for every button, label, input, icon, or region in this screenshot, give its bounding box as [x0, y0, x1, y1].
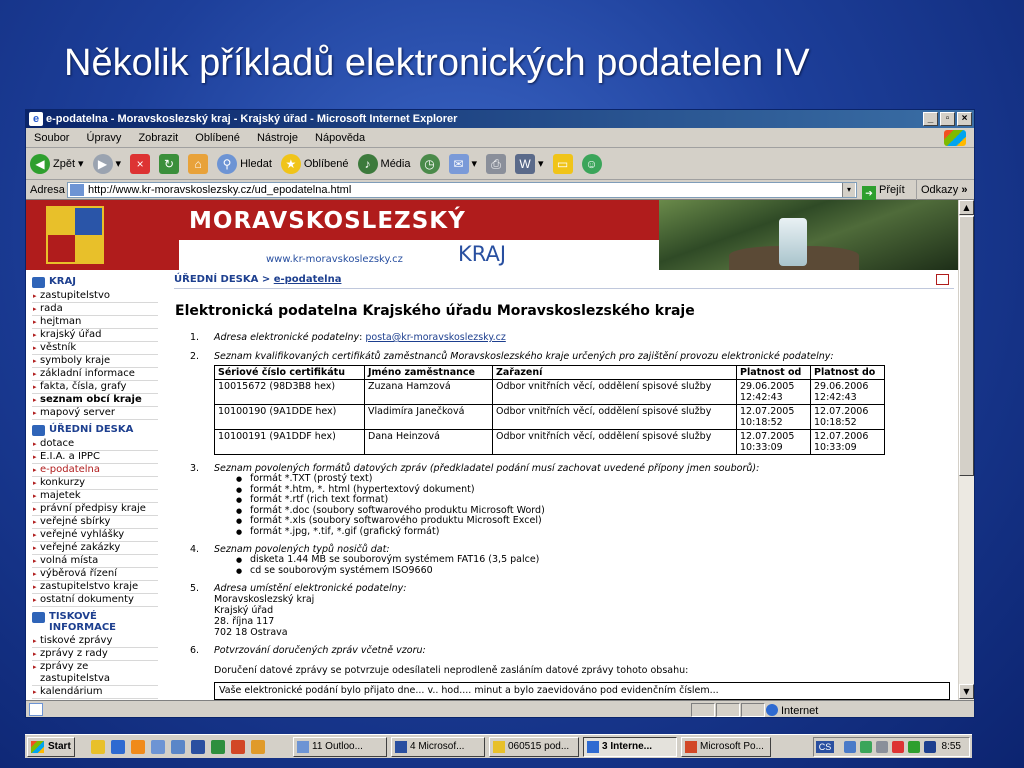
edit-dropdown-icon: ▾ — [538, 158, 544, 170]
quicklaunch-ie-icon[interactable] — [111, 740, 125, 754]
go-button[interactable] — [862, 180, 905, 200]
print-button[interactable] — [486, 154, 506, 174]
region-web[interactable]: www.kr-moravskoslezsky.cz — [266, 254, 403, 265]
menu-bar — [26, 128, 974, 148]
links-button[interactable] — [916, 180, 967, 200]
col-valid-to: Platnost do — [811, 366, 885, 380]
windows-logo-icon — [944, 130, 966, 146]
nav-item-vyberova-rizeni[interactable]: ▸ výběrová řízení — [32, 568, 158, 581]
toolbar — [26, 148, 974, 180]
favorites-button[interactable] — [281, 154, 349, 174]
address-url: http://www.kr-moravskoslezsky.cz/ud_epodatelna.html — [88, 184, 352, 196]
nav-item-ostatni-dokumenty[interactable]: ▸ ostatní dokumenty — [32, 594, 158, 607]
address-line: 28. října 117 — [214, 616, 275, 627]
table-row: 10015672 (98D3B8 hex) Zuzana Hamzová Odbor vnitřních věcí, oddělení spisové služby 29.06.2005 12:42:43 29.06.2006 12:42:43 — [215, 380, 885, 405]
region-kraj: KRAJ — [458, 242, 507, 266]
nav-item-seznam-obci[interactable]: ▸ seznam obcí kraje — [32, 394, 158, 407]
coat-of-arms-icon — [46, 206, 104, 264]
search-label: Hledat — [240, 157, 272, 170]
list-item: ● formát *.htm, *. html (hypertextový dokument) — [234, 485, 956, 496]
go-arrow-icon: ➔ — [862, 186, 876, 200]
nav-item-zakladni-informace[interactable]: ▸ základní informace — [32, 368, 158, 381]
nav-item-kalendarium[interactable]: ▸ kalendárium — [32, 686, 158, 699]
page-title: Elektronická podatelna Krajského úřadu Moravskoslezského kraje — [175, 303, 695, 319]
nav-item-zpravy-z-rady[interactable]: ▸ zprávy z rady — [32, 648, 158, 661]
powerpoint-task-icon — [685, 741, 697, 753]
list-item: ● disketa 1.44 MB se souborovým systémem FAT16 (3,5 palce) — [234, 555, 956, 566]
mail-icon: ✉ — [449, 154, 469, 174]
nav-item-tiskove-zpravy[interactable]: ▸ tiskové zprávy — [32, 635, 158, 648]
crest-eagle-quarter — [48, 208, 75, 235]
status-panel — [691, 703, 715, 717]
page-content — [26, 200, 958, 700]
list-item: ● formát *.TXT (prostý text) — [234, 474, 956, 485]
col-name: Jméno zaměstnance — [365, 366, 493, 380]
back-label: Zpět — [53, 157, 76, 170]
stop-button[interactable] — [130, 154, 150, 174]
task-powerpoint[interactable]: Microsoft Po... — [681, 737, 771, 757]
page-icon — [70, 184, 84, 196]
clock: 8:55 — [941, 741, 961, 752]
section-5: 5. Adresa umístění elektronické podatelny: Moravskoslezský kraj Krajský úřad 28. října 117 702 18 Ostrava — [186, 583, 956, 638]
task-folder[interactable]: 060515 pod... — [489, 737, 579, 757]
scroll-up-icon[interactable]: ▲ — [959, 200, 974, 215]
messenger-icon: ☺ — [582, 154, 602, 174]
browser-window — [25, 109, 975, 718]
edit-button[interactable] — [515, 154, 544, 174]
scroll-down-icon[interactable]: ▼ — [959, 684, 974, 699]
left-navigation — [32, 274, 158, 699]
print-icon: ⎙ — [486, 154, 506, 174]
back-button[interactable] — [30, 154, 84, 174]
task-internet-explorer[interactable]: 3 Interne... — [583, 737, 677, 757]
list-item: ● cd se souborovým systémem ISO9660 — [234, 566, 956, 577]
menu-oblibene[interactable]: Oblíbené — [195, 132, 240, 144]
history-button[interactable] — [420, 154, 440, 174]
certificate-table — [214, 365, 885, 455]
window-titlebar[interactable] — [26, 110, 974, 128]
discuss-button[interactable] — [553, 154, 573, 174]
maximize-button[interactable]: ▫ — [940, 112, 955, 126]
nav-item-krajsky-urad[interactable]: ▸ krajský úřad — [32, 329, 158, 342]
globe-icon — [766, 704, 778, 716]
col-serial: Sériové číslo certifikátu — [215, 366, 365, 380]
back-dropdown-icon: ▾ — [78, 158, 84, 170]
outlook-icon — [297, 741, 309, 753]
kraj-section-icon — [32, 277, 45, 288]
forward-dropdown-icon: ▾ — [115, 158, 122, 170]
section-3: 3. Seznam povolených formátů datových zpráv (předkladatel podání musí zachovat uvedené přípony jmen souborů): ● formát *.TXT (prostý text) ● formát *.htm, *. html (hypertextový dokument) ● formát *.rtf (rich text format) ● formát *.doc (soubory softwarového produktu Microsoft Word) ● formát *.xls (soubory softwarového produktu Microsoft Excel) ● formát *.jpg, *.tif, *.gif (grafický formát) — [186, 463, 956, 537]
favorites-label: Oblíbené — [303, 157, 349, 170]
nav-item-symboly[interactable]: ▸ symboly kraje — [32, 355, 158, 368]
crest-red-quarter — [48, 235, 75, 262]
quicklaunch-media-icon[interactable] — [131, 740, 145, 754]
format-list — [234, 474, 956, 537]
col-dept: Zařazení — [493, 366, 737, 380]
nav-heading-tiskove-informace[interactable]: TISKOVÉ INFORMACE — [32, 611, 158, 633]
quicklaunch-folder-icon[interactable] — [91, 740, 105, 754]
tray-volume-icon[interactable] — [876, 741, 888, 753]
section-1: 1. Adresa elektronické podatelny: posta@kr-moravskoslezsky.cz — [190, 332, 506, 343]
close-button[interactable]: × — [957, 112, 972, 126]
nav-item-zastupitelstvo[interactable]: ▸ zastupitelstvo — [32, 290, 158, 303]
system-tray — [813, 737, 970, 757]
nav-item-rada[interactable]: ▸ rada — [32, 303, 158, 316]
media-icon: ♪ — [358, 154, 378, 174]
forward-arrow-icon: ▶ — [93, 154, 113, 174]
confirmation-text: Doručení datové zprávy se potvrzuje odesílateli neprodleně zasláním datové zprávy tohoto obsahu: — [214, 665, 689, 676]
star-icon: ★ — [281, 154, 301, 174]
nav-item-pravni-predpisy[interactable]: ▸ právní předpisy kraje — [32, 503, 158, 516]
nav-item-verejne-sbirky[interactable]: ▸ veřejné sbírky — [32, 516, 158, 529]
nav-item-majetek[interactable]: ▸ majetek — [32, 490, 158, 503]
list-item: ● formát *.doc (soubory softwarového produktu Microsoft Word) — [234, 506, 956, 517]
section-4: 4. Seznam povolených typů nosičů dat: ● disketa 1.44 MB se souborovým systémem FAT16 (3,5 palce) ● cd se souborovým systémem ISO9660 — [186, 544, 956, 576]
menu-nastroje[interactable]: Nástroje — [256, 132, 298, 144]
forward-button[interactable] — [93, 154, 122, 174]
crest-gold-quarter — [75, 235, 102, 262]
status-panel — [741, 703, 765, 717]
crest-blue-quarter — [75, 208, 102, 235]
breadcrumb — [174, 274, 954, 289]
nav-item-e-podatelna[interactable]: ▸ e-podatelna — [32, 464, 158, 477]
breadcrumb-root[interactable]: ÚŘEDNÍ DESKA — [174, 274, 259, 285]
history-icon: ◷ — [420, 154, 440, 174]
section-2: 2. Seznam kvalifikovaných certifikátů zaměstnanců Moravskoslezského kraje určených pro zajištění provozu elektronické podatelny: Sériové číslo certifikátu Jméno zaměstnance Zařazení Platnost od Platnost do 10015672 (98D3B8 hex) Zuzana Hamzová Odbor vnitřních věcí, oddělení spisové služby 29.06.2005 12:42:43 29.06.2006 12:42:43 10100190 (9A1DDE hex) Vladimíra Janečková Odbor vnitřních věcí, oddělení spisové služby 12.07.2005 10:18:52 12.07.2006 10:18:52 10100191 (9A1DDF hex) Dana Heinzová Odbor vnitřních věcí, oddělení spisové služby 12.07.2005 10:33:09 12.07.2006 10:33:09 — [186, 351, 956, 455]
mail-dropdown-icon: ▾ — [471, 158, 478, 170]
site-banner — [26, 200, 958, 270]
messenger-button[interactable] — [582, 154, 602, 174]
quicklaunch-access-icon[interactable] — [251, 740, 265, 754]
nav-item-hejtman[interactable]: ▸ hejtman — [32, 316, 158, 329]
page-status-icon — [29, 703, 43, 716]
banner-white-strip — [179, 240, 659, 270]
nav-item-vestnik[interactable]: ▸ věstník — [32, 342, 158, 355]
word-task-icon — [395, 741, 407, 753]
region-name: MORAVSKOSLEZSKÝ — [189, 208, 466, 234]
tray-antivirus-icon[interactable] — [892, 741, 904, 753]
nav-item-verejne-zakazky[interactable]: ▸ veřejné zakázky — [32, 542, 158, 555]
quicklaunch-desktop-icon[interactable] — [151, 740, 165, 754]
language-indicator[interactable]: CS — [816, 741, 834, 753]
task-outlook[interactable]: 11 Outloo... — [293, 737, 387, 757]
list-item: ● formát *.rtf (rich text format) — [234, 495, 956, 506]
waterfall-photo — [659, 200, 958, 270]
table-row: 10100191 (9A1DDF hex) Dana Heinzová Odbor vnitřních věcí, oddělení spisové služby 12.07.2005 10:33:09 12.07.2006 10:33:09 — [215, 430, 885, 455]
back-arrow-icon: ◀ — [30, 154, 50, 174]
word-icon: W — [515, 154, 535, 174]
nav-item-konkurzy[interactable]: ▸ konkurzy — [32, 477, 158, 490]
home-button[interactable] — [188, 154, 208, 174]
deska-section-icon — [32, 425, 45, 436]
breadcrumb-current[interactable]: e-podatelna — [273, 274, 342, 285]
quicklaunch-word-icon[interactable] — [191, 740, 205, 754]
col-valid-from: Platnost od — [737, 366, 811, 380]
task-word[interactable]: 4 Microsof... — [391, 737, 485, 757]
ie-task-icon — [587, 741, 599, 753]
window-title: e-podatelna - Moravskoslezský kraj - Krajský úřad - Microsoft Internet Explorer — [46, 113, 458, 125]
vertical-scrollbar[interactable] — [958, 200, 974, 700]
nav-item-dotace[interactable]: ▸ dotace — [32, 438, 158, 451]
links-label: Odkazy — [921, 184, 959, 196]
breadcrumb-separator: > — [261, 274, 271, 285]
nav-item-verejne-vyhlasky[interactable]: ▸ veřejné vyhlášky — [32, 529, 158, 542]
quicklaunch-powerpoint-icon[interactable] — [231, 740, 245, 754]
home-icon: ⌂ — [188, 154, 208, 174]
address-line: Moravskoslezský kraj — [214, 594, 315, 605]
refresh-icon: ↻ — [159, 154, 179, 174]
mail-button[interactable] — [449, 154, 478, 174]
nav-heading-kraj[interactable]: KRAJ — [32, 276, 158, 288]
address-line: Krajský úřad — [214, 605, 274, 616]
status-bar — [26, 700, 974, 718]
menu-napoveda[interactable]: Nápověda — [315, 132, 366, 144]
windows-flag-icon — [31, 741, 44, 753]
photo-waterfall — [779, 218, 807, 266]
nav-item-volna-mista[interactable]: ▸ volná místa — [32, 555, 158, 568]
security-zone: Internet — [766, 702, 818, 718]
tray-display-icon[interactable] — [924, 741, 936, 753]
print-page-icon[interactable] — [936, 274, 949, 285]
nav-item-zpravy-ze-zastupitelstva[interactable]: ▸ zprávy ze zastupitelstva — [32, 661, 158, 686]
nav-item-mapovy-server[interactable]: ▸ mapový server — [32, 407, 158, 420]
nav-item-fakta[interactable]: ▸ fakta, čísla, grafy — [32, 381, 158, 394]
taskbar — [25, 734, 972, 758]
address-line: 702 18 Ostrava — [214, 627, 288, 638]
confirmation-sample-box: Vaše elektronické podání bylo přijato dne... v.. hod.... minut a bylo zaevidováno pod evidenčním číslem... — [214, 682, 950, 700]
minimize-button[interactable]: _ — [923, 112, 938, 126]
tray-update-icon[interactable] — [908, 741, 920, 753]
media-list — [234, 555, 956, 576]
status-panel — [716, 703, 740, 717]
search-icon: ⚲ — [217, 154, 237, 174]
search-button[interactable] — [217, 154, 272, 174]
start-button[interactable]: Start — [27, 737, 75, 757]
address-input[interactable] — [67, 182, 857, 198]
stop-icon: × — [130, 154, 150, 174]
nav-item-eia[interactable]: ▸ E.I.A. a IPPC — [32, 451, 158, 464]
address-bar — [26, 180, 974, 200]
list-item: ● formát *.jpg, *.tif, *.gif (grafický formát) — [234, 527, 956, 538]
media-label: Média — [380, 157, 411, 170]
menu-zobrazit[interactable]: Zobrazit — [138, 132, 179, 144]
menu-soubor[interactable]: Soubor — [34, 132, 70, 144]
nav-item-zastupitelstvo-kraje[interactable]: ▸ zastupitelstvo kraje — [32, 581, 158, 594]
scroll-thumb[interactable] — [959, 216, 974, 476]
folder-task-icon — [493, 741, 505, 753]
go-label: Přejít — [879, 184, 905, 196]
address-dropdown-icon[interactable]: ▾ — [842, 183, 855, 197]
main-content — [186, 332, 956, 700]
menu-upravy[interactable]: Úpravy — [86, 132, 122, 144]
quicklaunch-excel-icon[interactable] — [211, 740, 225, 754]
quicklaunch-outlook-icon[interactable] — [171, 740, 185, 754]
nav-heading-uredni-deska[interactable]: ÚŘEDNÍ DESKA — [32, 424, 158, 436]
address-label: Adresa — [30, 184, 65, 196]
links-more-icon: » — [961, 184, 968, 196]
tray-messenger-icon[interactable] — [860, 741, 872, 753]
ie-icon: e — [29, 112, 43, 126]
media-button[interactable] — [358, 154, 411, 174]
tray-network-icon[interactable] — [844, 741, 856, 753]
section-6: 6. Potvrzování doručených zpráv včetně vzoru: Doručení datové zprávy se potvrzuje odesílateli neprodleně zasláním datové zprávy tohoto obsahu: Vaše elektronické podání bylo přijato dne... v.. hod.... minut a bylo zaevidováno pod evidenčním číslem... — [186, 645, 956, 700]
list-item: ● formát *.xls (soubory softwarového produktu Microsoft Excel) — [234, 516, 956, 527]
tisk-section-icon — [32, 612, 45, 623]
folder-icon: ▭ — [553, 154, 573, 174]
email-link[interactable]: posta@kr-moravskoslezsky.cz — [365, 332, 506, 343]
slide-title: Několik příkladů elektronických podatelen IV — [64, 42, 810, 84]
refresh-button[interactable] — [159, 154, 179, 174]
table-header-row — [215, 366, 885, 380]
table-row: 10100190 (9A1DDE hex) Vladimíra Janečková Odbor vnitřních věcí, oddělení spisové služby 12.07.2005 10:18:52 12.07.2006 10:18:52 — [215, 405, 885, 430]
